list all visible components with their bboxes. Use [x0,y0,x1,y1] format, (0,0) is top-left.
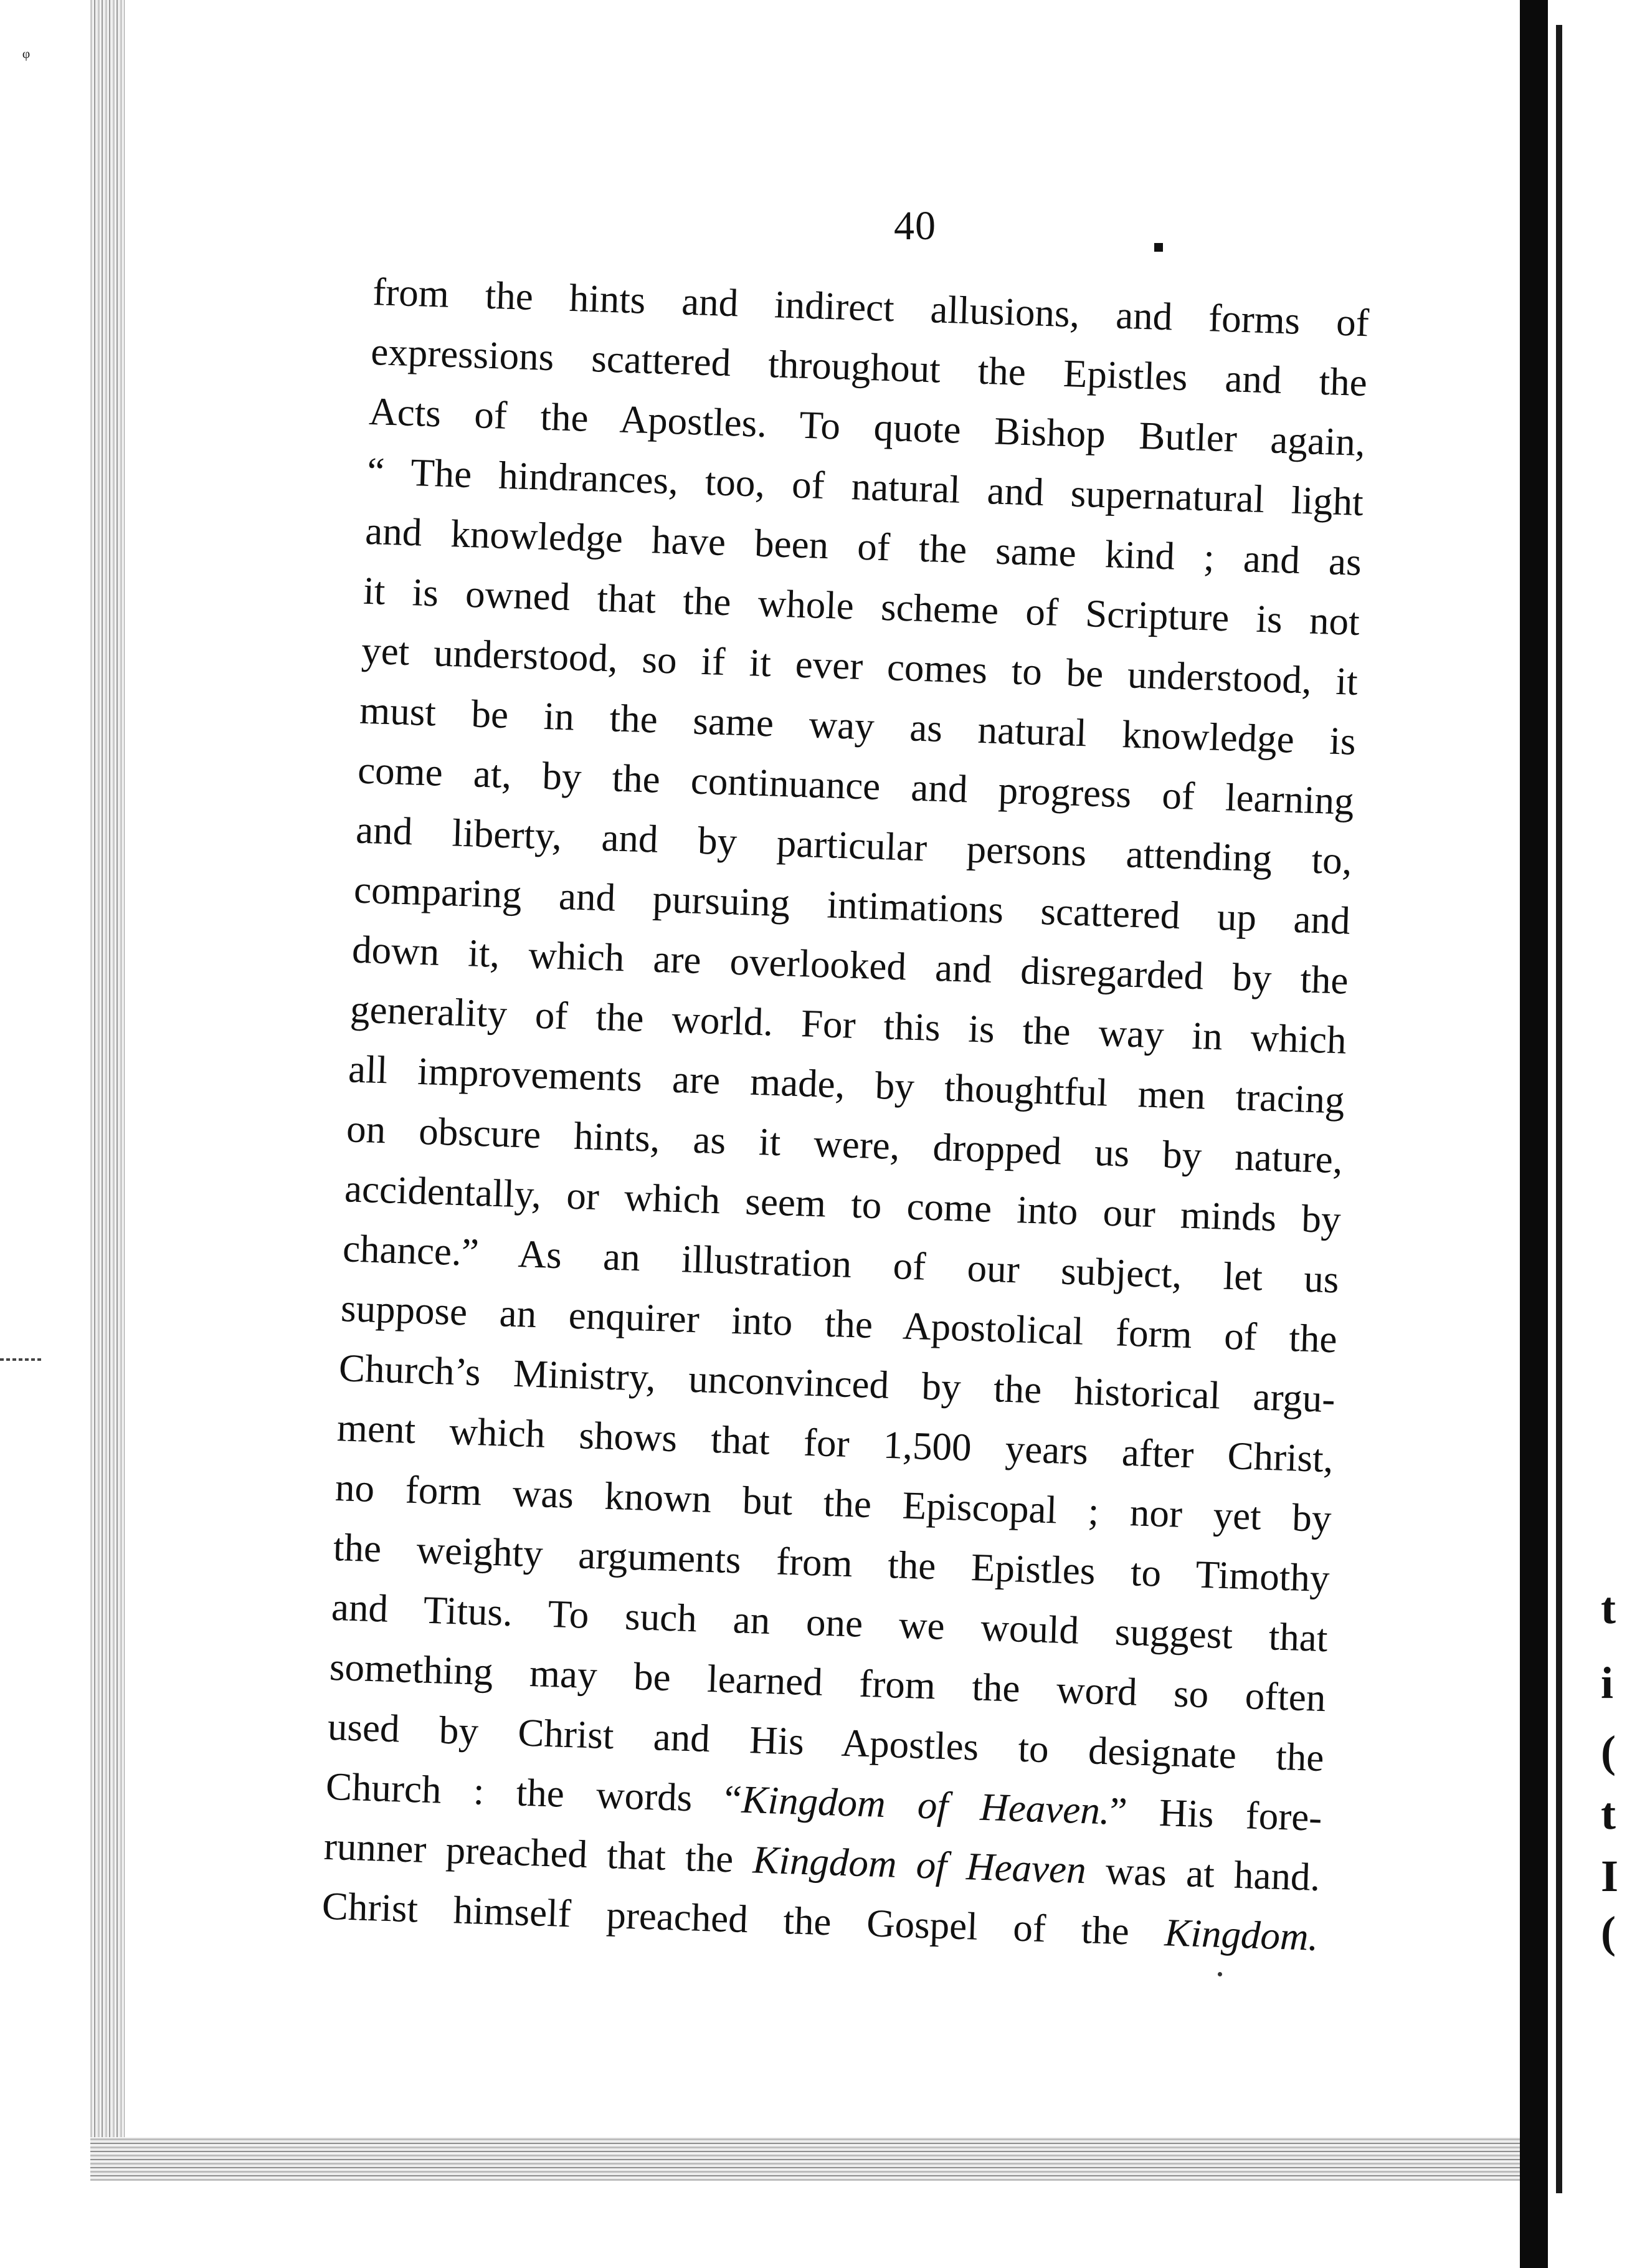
italic-phrase: Kingdom of Heaven. [741,1777,1111,1833]
facing-page-edge [1556,25,1562,2193]
text-line: all improvements are made, by thoughtful men tracing [348,1047,1345,1122]
italic-phrase: Kingdom. [1164,1910,1319,1959]
text-line: and liberty, and by particular persons attending to, [355,808,1353,883]
text-line: Church’s Ministry, unconvinced by the historical argu- [338,1346,1336,1421]
text-line: suppose an enquirer into the Apostolical form of the [340,1286,1338,1361]
facing-page-glyph: ( [1601,1907,1616,1957]
text-line: and Titus. To such an one we would suggest that [331,1584,1329,1660]
text-line: yet understood, so if it ever comes to be understood, it [361,628,1359,703]
facing-page-glyph: t [1601,1789,1616,1839]
text-line: something may be learned from the word so often [329,1644,1327,1720]
text-line: no form was known but the Episcopal ; nor yet by [334,1465,1332,1541]
text-line: the weighty arguments from the Epistles to Timothy [333,1525,1331,1601]
facing-page-glyph: ( [1601,1727,1616,1776]
text-line: “ The hindrances, too, of natural and supernatural light [366,449,1364,525]
text-run: runner preached that the [323,1824,754,1882]
text-line: down it, which are overlooked and disregarded by the [351,927,1349,1003]
text-line: expressions scattered throughout the Epistles and the [370,329,1368,405]
text-line: generality of the world. For this is the way in which [349,987,1347,1062]
text-line: accidentally, or which seem to come into our minds by [344,1166,1342,1242]
text-line: come at, by the continuance and progress of learning [357,748,1355,823]
facing-page-glyph: i [1601,1658,1614,1708]
italic-phrase: Kingdom of Heaven [752,1837,1087,1892]
text-line: it is owned that the whole scheme of Scripture is not [363,568,1360,644]
facing-page-glyph: t [1601,1583,1616,1633]
page-number: 40 [894,203,936,249]
page-bottom-edge [90,2137,1535,2181]
side-tick-mark [0,1358,44,1361]
text-run: ” His fore- [1109,1789,1323,1840]
text-line: must be in the same way as natural knowledge is [359,688,1357,763]
corner-mark: ᵠ [22,44,31,69]
text-run: Church : the words “ [325,1764,742,1821]
ink-speck [1218,1972,1222,1976]
text-line: and knowledge have been of the same kind ; and as [364,508,1362,584]
text-line: ment which shows that for 1,500 years after Christ, [336,1406,1334,1481]
text-line: on obscure hints, as it were, dropped us by nature, [346,1107,1344,1182]
text-line: chance.” As an illustration of our subject, let us [342,1226,1340,1302]
ink-blot [1154,243,1163,252]
text-run: was at hand. [1085,1848,1321,1899]
text-line: used by Christ and His Apostles to designate the [327,1704,1325,1780]
facing-page-glyph: I [1601,1851,1619,1901]
binding-edge [90,0,125,2181]
text-line: comparing and pursuing intimations scattered up and [353,867,1351,943]
text-line: from the hints and indirect allusions, and forms of [372,269,1370,345]
page-gutter [1520,0,1548,2268]
left-margin [0,0,93,2268]
text-run: Christ himself preached the Gospel of the [321,1884,1165,1955]
body-text [321,262,1370,1967]
text-line: Acts of the Apostles. To quote Bishop Butler again, [368,389,1366,465]
